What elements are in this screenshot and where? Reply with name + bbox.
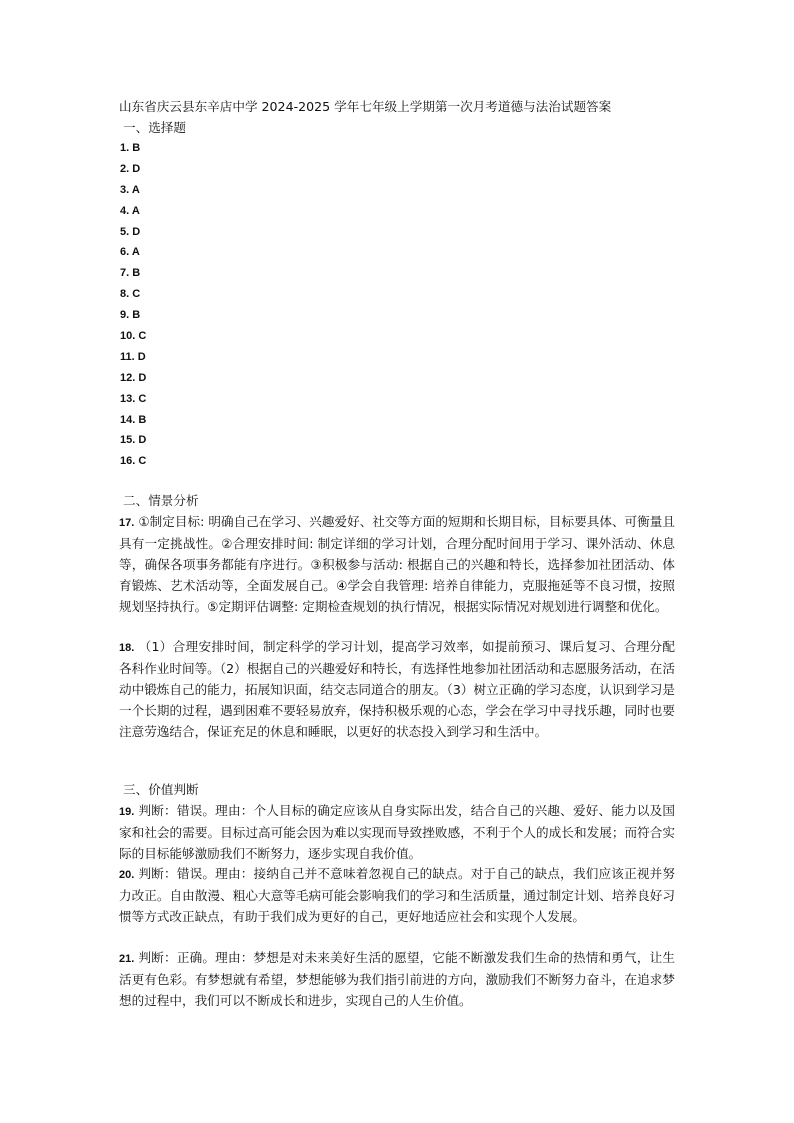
document-title: 山东省庆云县东辛店中学 2024-2025 学年七年级上学期第一次月考道德与法治试题答案 xyxy=(119,99,612,114)
answer-item: 1. B xyxy=(120,142,141,154)
answer-item: 10. C xyxy=(120,330,147,343)
answer-text: 判断：错误。理由：个人目标的确定应该从自身实际出发，结合自己的兴趣、爱好、能力以及国家和社会的需要。目标过高可能会因为难以实现而导致挫败感，不利于个人的成长和发展；而符合实际的目标能够激励我们不断努力，逐步实现自我价值。 xyxy=(119,803,676,861)
answer-text: （1）合理安排时间，制定科学的学习计划，提高学习效率，如提前预习、课后复习、合理分配各科作业时间等。（2）根据自己的兴趣爱好和特长，有选择性地参加社团活动和志愿服务活动，在活动中锻炼自己的能力，拓展知识面，结交志同道合的朋友。（3）树立正确的学习态度，认识到学习是一个长期的过程，遇到困难不要轻易放弃，保持积极乐观的心态，学会在学习中寻找乐趣，同时也要注意劳逸结合，保证充足的休息和睡眠，以更好的状态投入到学习和生活中。 xyxy=(119,639,675,739)
answer-item: 13. C xyxy=(120,392,147,405)
question-number: 18. xyxy=(119,642,135,654)
answer-paragraph-18 xyxy=(119,637,675,743)
answer-item: 4. A xyxy=(120,204,140,217)
answer-item: 8. C xyxy=(120,288,141,301)
answer-item: 16. C xyxy=(120,455,147,468)
answer-item: 12. D xyxy=(120,371,147,384)
answer-paragraph-19 xyxy=(119,801,675,865)
question-number: 17. xyxy=(119,517,135,529)
answer-item: 7. B xyxy=(120,267,141,280)
answer-list xyxy=(120,138,146,472)
answer-item: 14. B xyxy=(120,413,147,426)
answer-text: 判断：错误。理由：接纳自己并不意味着忽视自己的缺点。对于自己的缺点，我们应该正视并努力改正。自由散漫、粗心大意等毛病可能会影响我们的学习和生活质量，通过制定计划、培养良好习惯等方式改正缺点，有助于我们成为更好的自己，更好地适应社会和实现个人发展。 xyxy=(119,866,676,924)
answer-text: 判断：正确。理由：梦想是对未来美好生活的愿望，它能不断激发我们生命的热情和勇气，让生活更有色彩。有梦想就有希望，梦想能够为我们指引前进的方向，激励我们不断努力奋斗，在追求梦想的过程中，我们可以不断成长和进步，实现自己的人生价值。 xyxy=(119,950,676,1008)
question-number: 21. xyxy=(119,953,135,965)
answer-paragraph-17 xyxy=(119,512,675,618)
answer-item: 15. D xyxy=(120,434,147,447)
answer-text: ①制定目标: 明确自己在学习、兴趣爱好、社交等方面的短期和长期目标，目标要具体、可衡量且具有一定挑战性。②合理安排时间: 制定详细的学习计划，合理分配时间用于学习、课外活动、休息等，确保各项事务都能有序进行。③积极参与活动: 根据自己的兴趣和特长，选择参加社团活动、体育锻炼、艺术活动等，全面发展自己。④学会自我管理: 培养自律能力，克服拖延等不良习惯，按照规划坚持执行。⑤定期评估调整: 定期检查规划的执行情况，根据实际情况对规划进行调整和优化。 xyxy=(119,514,675,614)
question-number: 19. xyxy=(119,806,135,818)
answer-paragraph-21 xyxy=(119,948,675,1012)
question-number: 20. xyxy=(119,869,135,881)
answer-item: 2. D xyxy=(120,162,141,175)
answer-item: 6. A xyxy=(120,246,140,259)
answer-item: 11. D xyxy=(120,350,146,363)
answer-item: 5. D xyxy=(120,225,141,238)
section-heading-judgement: 三、价值判断 xyxy=(123,782,199,797)
section-heading-choice: 一、选择题 xyxy=(123,120,186,135)
section-heading-scenario: 二、情景分析 xyxy=(123,493,199,508)
answer-item: 3. A xyxy=(120,183,140,196)
answer-paragraph-20 xyxy=(119,864,675,928)
answer-item: 9. B xyxy=(120,309,141,322)
